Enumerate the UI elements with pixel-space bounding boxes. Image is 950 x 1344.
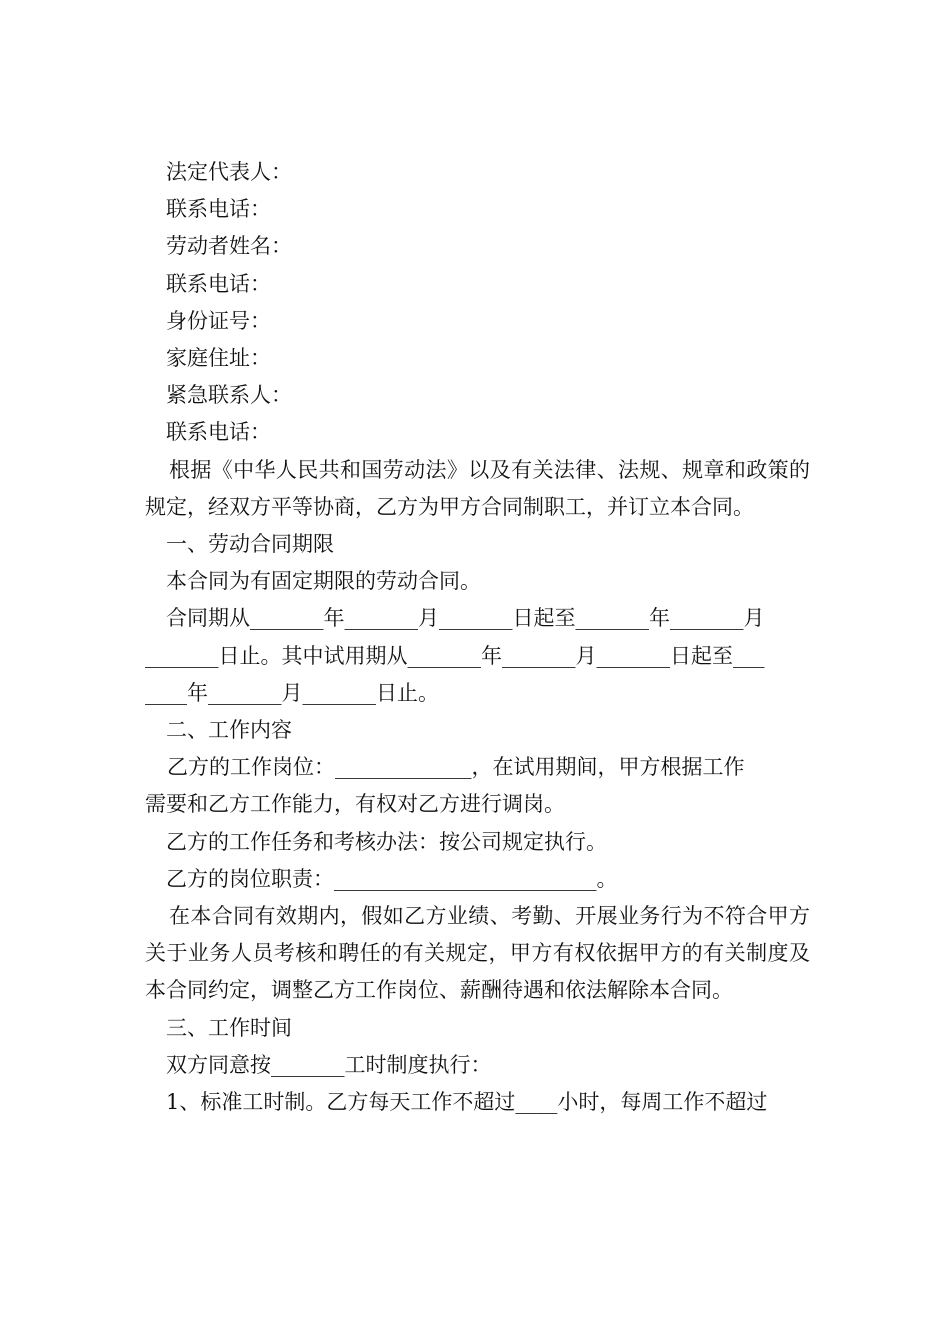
section-heading-work-content: 二、工作内容 xyxy=(166,718,292,743)
field-phone-worker: 联系电话： xyxy=(166,271,271,296)
job-duties-text: 乙方的岗位职责：_________________________。 xyxy=(166,866,618,891)
field-legal-representative: 法定代表人： xyxy=(166,160,292,184)
field-id-number: 身份证号： xyxy=(166,308,271,333)
term-period-line-2: _______日止。其中试用期从_______年_______月_______日起至___ xyxy=(145,643,765,668)
standard-hours-text: 1、标准工时制。乙方每天工作不超过____小时，每周工作不超过 xyxy=(166,1090,768,1115)
job-position-line-2: 需要和乙方工作能力，有权对乙方进行调岗。 xyxy=(145,792,565,817)
term-period-line-3: ____年_______月_______日止。 xyxy=(145,680,439,705)
contract-page xyxy=(145,154,810,1121)
term-type-text: 本合同为有固定期限的劳动合同。 xyxy=(166,569,481,594)
section-heading-term: 一、劳动合同期限 xyxy=(166,532,334,557)
section-heading-work-time: 三、工作时间 xyxy=(166,1015,292,1040)
adjustment-paragraph: 在本合同有效期内，假如乙方业绩、考勤、开展业务行为不符合甲方关于业务人员考核和聘任的有关规定，甲方有权依据甲方的有关制度及本合同约定，调整乙方工作岗位、薪酬待遇和依法解除本合同。 xyxy=(145,904,810,1003)
intro-paragraph: 根据《中华人民共和国劳动法》以及有关法律、法规、规章和政策的规定，经双方平等协商，乙方为甲方合同制职工，并订立本合同。 xyxy=(145,457,810,519)
job-position-line-1: 乙方的工作岗位：_____________，在试用期间，甲方根据工作 xyxy=(167,755,745,780)
job-tasks-text: 乙方的工作任务和考核办法：按公司规定执行。 xyxy=(166,829,607,854)
term-period-line-1: 合同期从_______年_______月_______日起至_______年_______月 xyxy=(166,606,765,631)
field-home-address: 家庭住址： xyxy=(166,346,271,371)
field-emergency-contact: 紧急联系人： xyxy=(166,383,292,408)
field-worker-name: 劳动者姓名： xyxy=(166,234,292,259)
field-phone-employer: 联系电话： xyxy=(166,197,271,222)
field-emergency-phone: 联系电话： xyxy=(166,420,271,445)
work-time-system-text: 双方同意按_______工时制度执行： xyxy=(166,1052,492,1077)
